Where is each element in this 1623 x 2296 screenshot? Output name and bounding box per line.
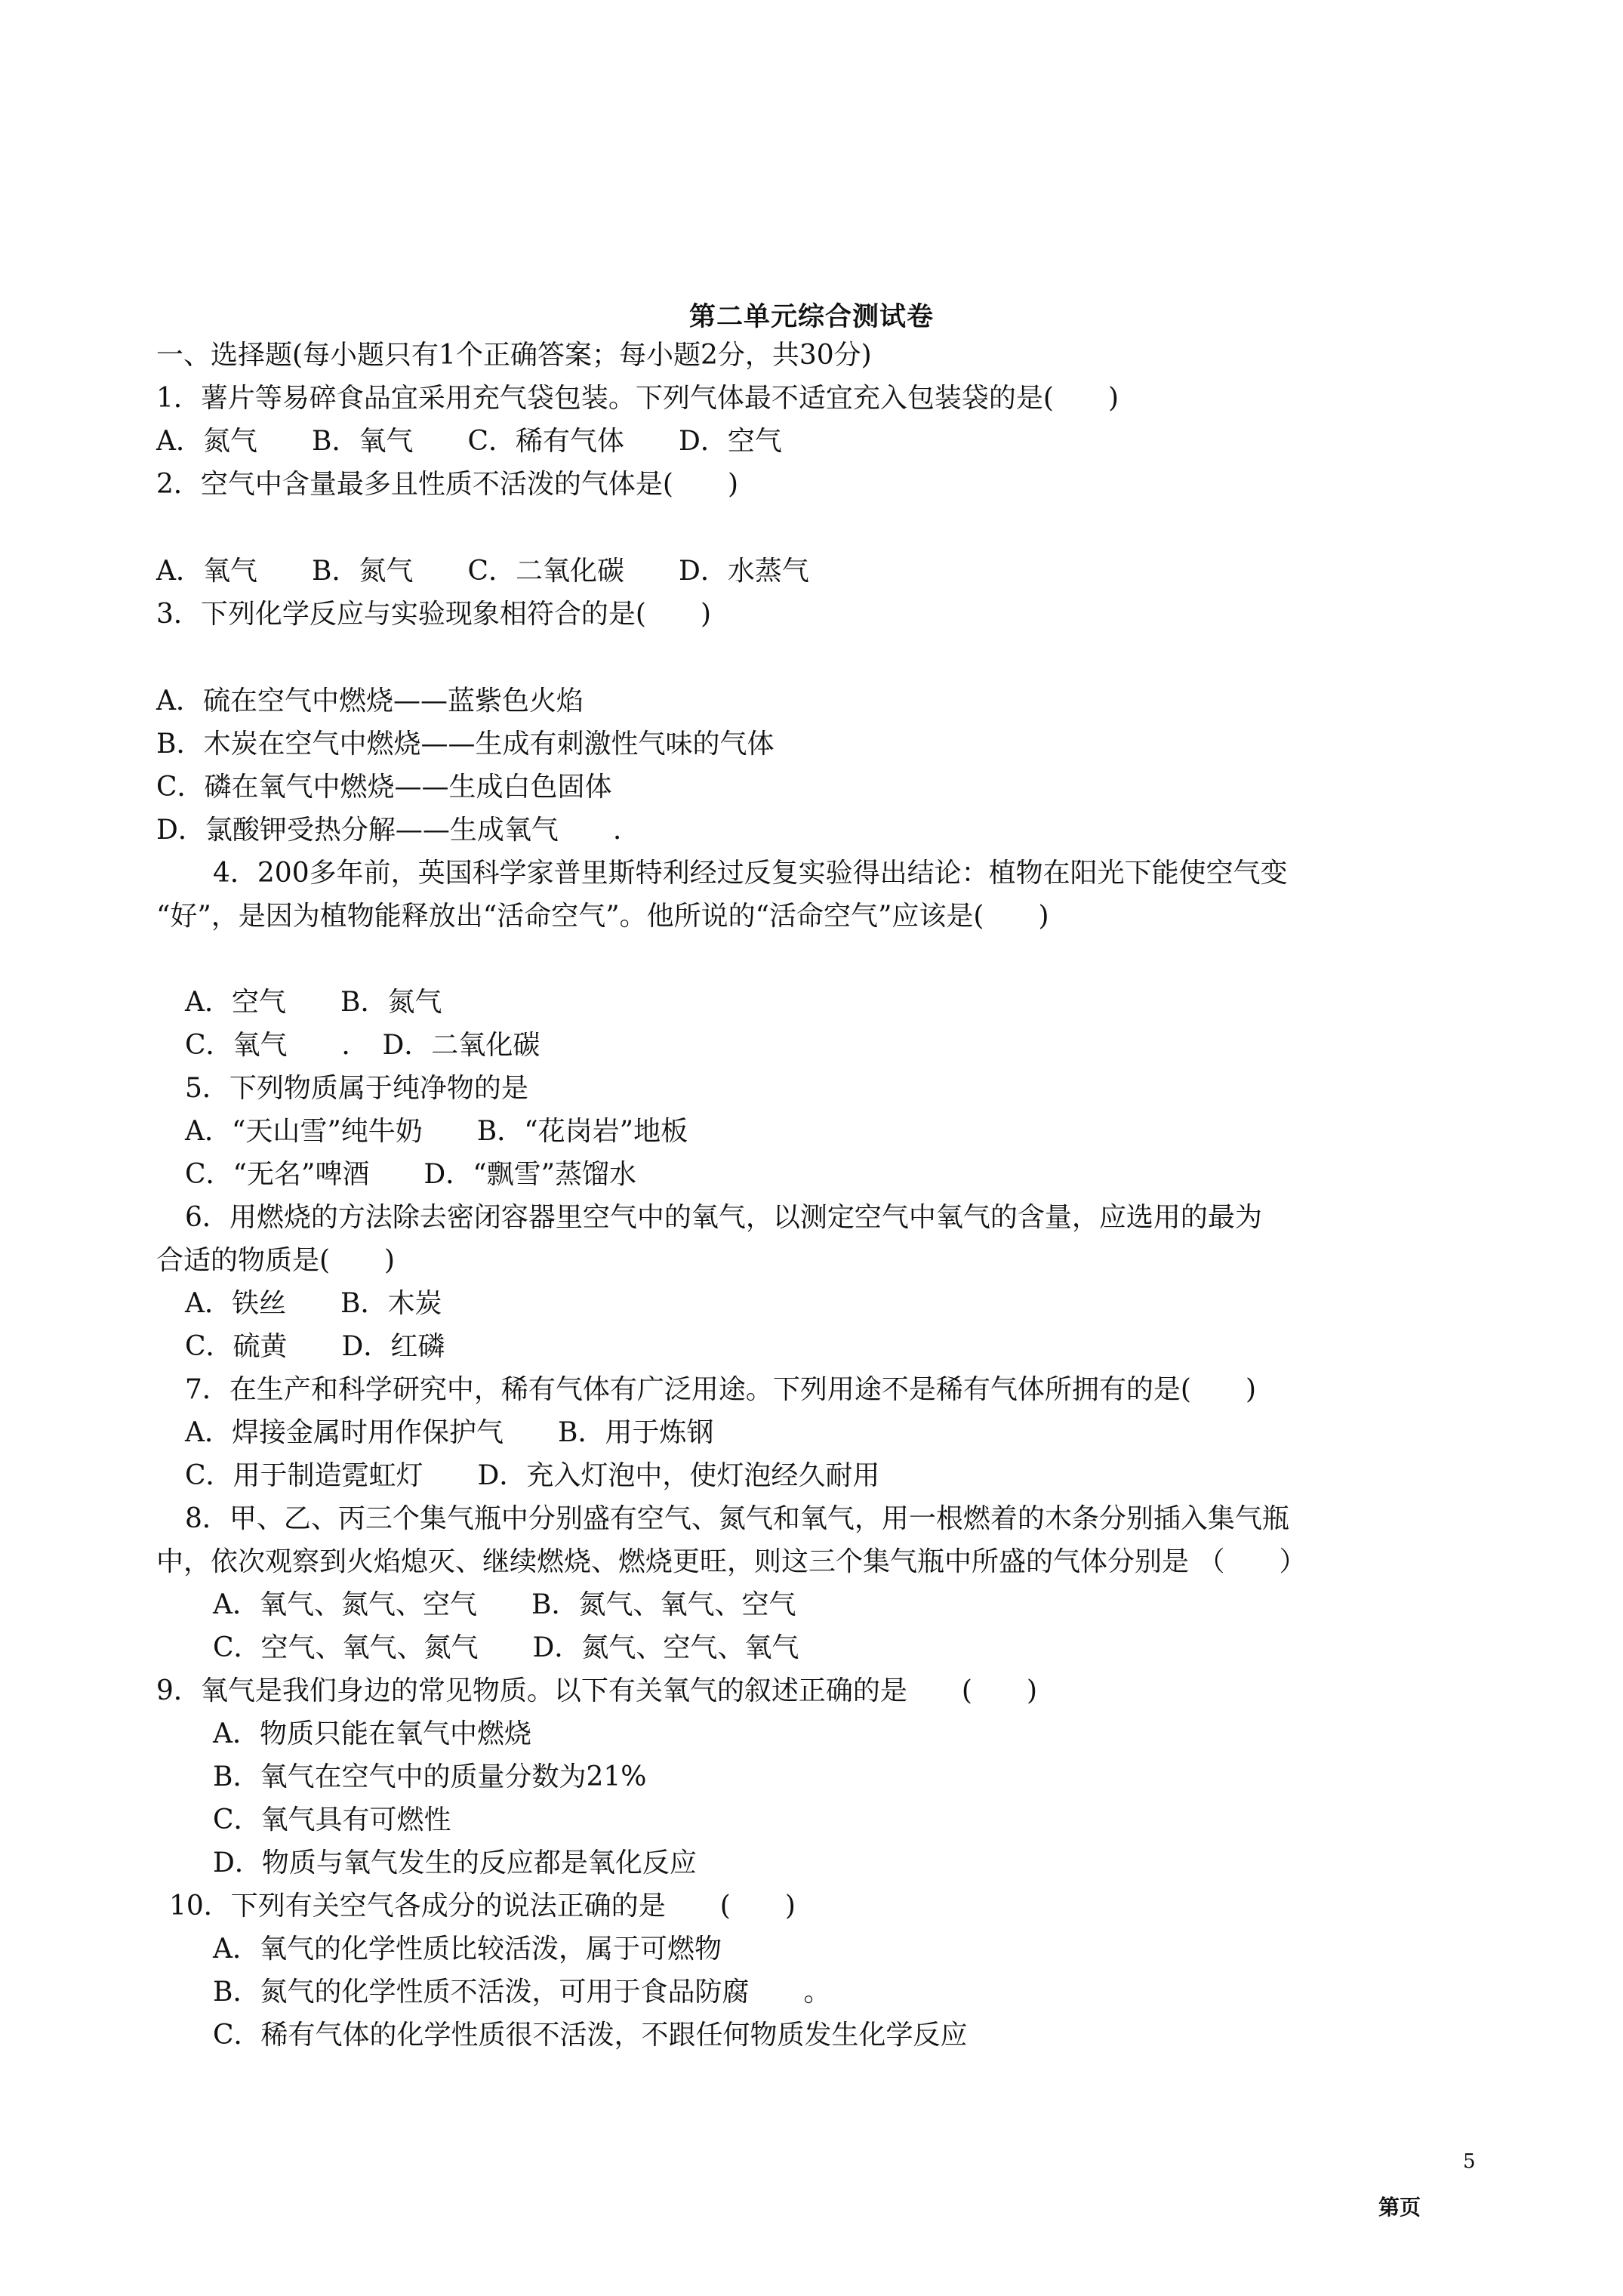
- question-7-options-cd: C．用于制造霓虹灯 D．充入灯泡中，使灯泡经久耐用: [185, 1460, 880, 1491]
- question-10-stem: 10．下列有关空气各成分的说法正确的是 ( ): [169, 1891, 796, 1922]
- question-3-stem: 3．下列化学反应与实验现象相符合的是( ): [156, 599, 711, 630]
- question-6-stem-line2: 合适的物质是( ): [156, 1245, 396, 1276]
- question-10-option-a: A．氧气的化学性质比较活泼，属于可燃物: [213, 1934, 722, 1965]
- question-3-option-d: D．氯酸钾受热分解——生成氧气 .: [156, 815, 622, 846]
- question-1-options: A．氮气 B．氧气 C．稀有气体 D．空气: [156, 426, 782, 457]
- question-3-option-a: A．硫在空气中燃烧——蓝紫色火焰: [156, 686, 584, 717]
- question-5-options-ab: A．“天山雪”纯牛奶 B．“花岗岩”地板: [185, 1116, 688, 1147]
- question-6-options-ab: A．铁丝 B．木炭: [185, 1288, 442, 1319]
- question-8-options-cd: C．空气、氧气、氮气 D．氮气、空气、氧气: [213, 1632, 799, 1663]
- question-9-stem: 9．氧气是我们身边的常见物质。以下有关氧气的叙述正确的是 ( ): [156, 1675, 1037, 1706]
- question-2-options: A．氧气 B．氮气 C．二氧化碳 D．水蒸气: [156, 556, 809, 587]
- question-7-stem: 7．在生产和科学研究中，稀有气体有广泛用途。下列用途不是稀有气体所拥有的是( ): [185, 1374, 1256, 1405]
- page-label: 第页: [1378, 2195, 1421, 2220]
- question-9-option-c: C．氧气具有可燃性: [213, 1804, 451, 1835]
- question-6-stem-line1: 6．用燃烧的方法除去密闭容器里空气中的氧气，以测定空气中氧气的含量，应选用的最为: [185, 1202, 1262, 1233]
- question-3-option-c: C．磷在氧气中燃烧——生成白色固体: [156, 772, 612, 803]
- question-10-option-c: C．稀有气体的化学性质很不活泼，不跟任何物质发生化学反应: [213, 2020, 968, 2051]
- question-3-option-b: B．木炭在空气中燃烧——生成有刺激性气味的气体: [156, 729, 775, 760]
- question-2-stem: 2．空气中含量最多且性质不活泼的气体是( ): [156, 469, 738, 500]
- question-9-option-b: B．氧气在空气中的质量分数为21%: [213, 1761, 647, 1792]
- section-heading: 一、选择题(每小题只有1个正确答案；每小题2分，共30分): [156, 340, 872, 371]
- question-4-stem-line1: 4．200多年前，英国科学家普里斯特利经过反复实验得出结论：植物在阳光下能使空气变: [213, 858, 1288, 889]
- page-number: 5: [1463, 2150, 1476, 2173]
- question-8-stem-line2: 中，依次观察到火焰熄灭、继续燃烧、燃烧更旺，则这三个集气瓶中所盛的气体分别是 （ ）: [156, 1546, 1307, 1577]
- question-8-options-ab: A．氧气、氮气、空气 B．氮气、氧气、空气: [213, 1589, 796, 1620]
- question-7-options-ab: A．焊接金属时用作保护气 B．用于炼钢: [185, 1417, 714, 1448]
- question-1-stem: 1．薯片等易碎食品宜采用充气袋包装。下列气体最不适宜充入包装袋的是( ): [156, 383, 1119, 414]
- question-9-option-d: D．物质与氧气发生的反应都是氧化反应: [213, 1848, 697, 1878]
- question-4-options-cd: C．氧气 ． D．二氧化碳: [185, 1030, 540, 1061]
- question-4-options-ab: A．空气 B．氮气: [185, 987, 442, 1018]
- page-title: 第二单元综合测试卷: [688, 301, 934, 332]
- question-8-stem-line1: 8．甲、乙、丙三个集气瓶中分别盛有空气、氮气和氧气，用一根燃着的木条分别插入集气瓶: [185, 1503, 1289, 1534]
- question-10-option-b: B．氮气的化学性质不活泼，可用于食品防腐 。: [213, 1977, 831, 2008]
- question-9-option-a: A．物质只能在氧气中燃烧: [213, 1718, 531, 1749]
- question-6-options-cd: C．硫黄 D．红磷: [185, 1331, 445, 1362]
- question-5-stem: 5．下列物质属于纯净物的是: [185, 1073, 528, 1104]
- question-4-stem-line2: “好”，是因为植物能释放出“活命空气”。他所说的“活命空气”应该是( ): [156, 901, 1049, 932]
- question-5-options-cd: C．“无名”啤酒 D．“飘雪”蒸馏水: [185, 1159, 637, 1190]
